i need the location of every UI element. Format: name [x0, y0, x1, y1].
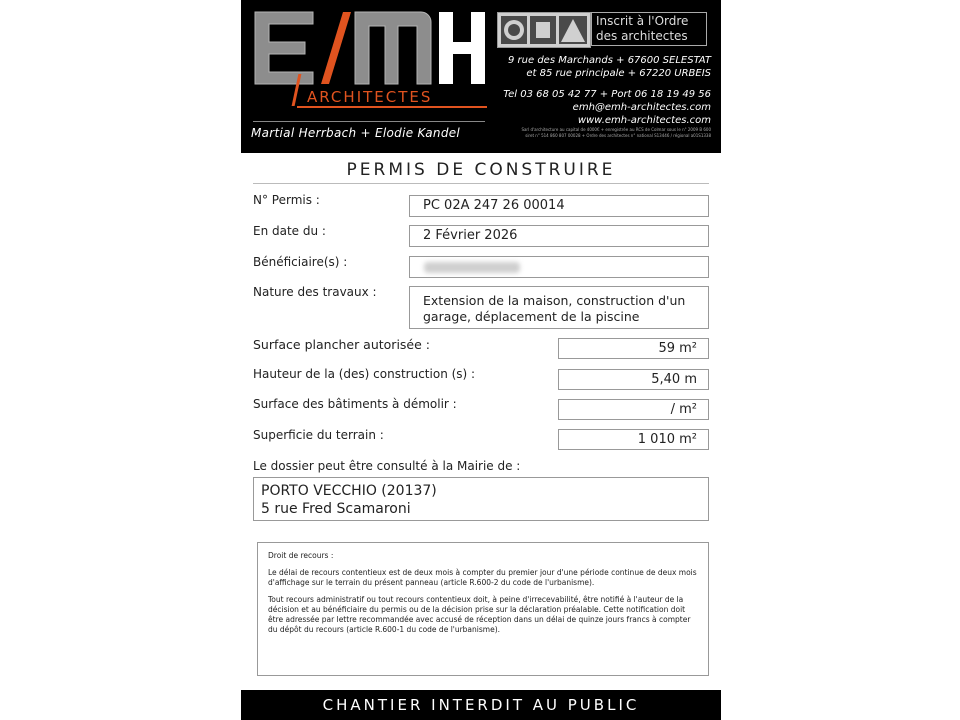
divider — [253, 121, 485, 122]
nature-label: Nature des travaux : — [253, 285, 377, 299]
ordre-line-1: Inscrit à l'Ordre — [596, 14, 689, 28]
beneficiaire-label: Bénéficiaire(s) : — [253, 255, 348, 269]
recours-paragraph-2: Tout recours administratif ou tout recours contentieux doit, à peine d'irrecevabilité, être notifié à l'auteur de la décision et au bénéficiaire du permis ou de la décision prise sur la déclaration préalable. Cette notification doit être adressée par lettre recommandée avec accusé de réception dans un délai de quinze jours francs à compter du dépôt du recours (article R.600-1 du code de l'urbanisme). — [268, 595, 691, 634]
footer-banner: CHANTIER INTERDIT AU PUBLIC — [241, 690, 721, 720]
emh-logo — [251, 6, 487, 86]
date-field: 2 Février 2026 — [409, 225, 709, 247]
permis-number-label: N° Permis : — [253, 193, 320, 207]
recours-heading: Droit de recours : — [268, 551, 334, 560]
title-divider — [253, 183, 709, 184]
email-line: emh@emh-architectes.com — [572, 102, 711, 113]
address-line-1: 9 rue des Marchands + 67600 SELESTAT — [508, 55, 711, 66]
mairie-field — [253, 477, 709, 521]
beneficiaire-field — [409, 256, 709, 278]
architect-header — [241, 0, 721, 153]
date-label: En date du : — [253, 224, 326, 238]
mairie-label: Le dossier peut être consulté à la Mairie de : — [253, 459, 521, 473]
contact-block — [497, 54, 711, 127]
terrain-field: 1 010 m² — [558, 429, 709, 450]
ordre-line-2: des architectes — [596, 29, 688, 43]
recours-paragraph-1: Le délai de recours contentieux est de deux mois à compter du premier jour d'une période continue de deux mois d'affichage sur le terrain du présent panneau (article R.600-2 du code de l'urbanisme). — [268, 568, 697, 587]
demolir-field: / m² — [558, 399, 709, 420]
droit-de-recours-box — [257, 542, 709, 676]
spacer — [497, 80, 711, 88]
hauteur-label: Hauteur de la (des) construction (s) : — [253, 367, 476, 381]
demolir-label: Surface des bâtiments à démolir : — [253, 397, 457, 411]
ordre-box — [591, 12, 707, 46]
legal-line-1: Sarl d'architecture au capital de 4000€ + enregistrée au RCS de Colmar sous le n° 2009 B 600 — [521, 127, 711, 132]
legal-notice — [497, 127, 711, 139]
redacted-name — [424, 262, 520, 273]
permit-title: PERMIS DE CONSTRUIRE — [346, 160, 616, 180]
ordre-seal-icon — [497, 12, 591, 48]
surface-field: 59 m² — [558, 338, 709, 359]
accent-rule — [297, 106, 487, 108]
partners-names: Martial Herrbach + Elodie Kandel — [251, 126, 461, 140]
website-line: www.emh-architectes.com — [577, 115, 711, 126]
legal-line-2: siret n° 514 860 807 00028 + Ordre des architectes n° national S13446 / régional a01S1338 — [525, 133, 711, 138]
phone-line: Tel 03 68 05 42 77 + Port 06 18 19 49 56 — [503, 89, 711, 100]
permit-sign — [241, 0, 721, 720]
nature-field — [409, 286, 709, 329]
address-line-2: et 85 rue principale + 67220 URBEIS — [526, 68, 711, 79]
terrain-label: Superficie du terrain : — [253, 428, 384, 442]
firm-label: ARCHITECTES — [307, 88, 433, 106]
permis-number-field: PC 02A 247 26 00014 — [409, 195, 709, 217]
mairie-line-1: PORTO VECCHIO (20137) — [261, 483, 437, 499]
nature-line-1: Extension de la maison, construction d'un — [423, 293, 686, 308]
hauteur-field: 5,40 m — [558, 369, 709, 390]
mairie-line-2: 5 rue Fred Scamaroni — [261, 501, 411, 517]
surface-label: Surface plancher autorisée : — [253, 337, 431, 352]
nature-line-2: garage, déplacement de la piscine — [423, 309, 640, 324]
